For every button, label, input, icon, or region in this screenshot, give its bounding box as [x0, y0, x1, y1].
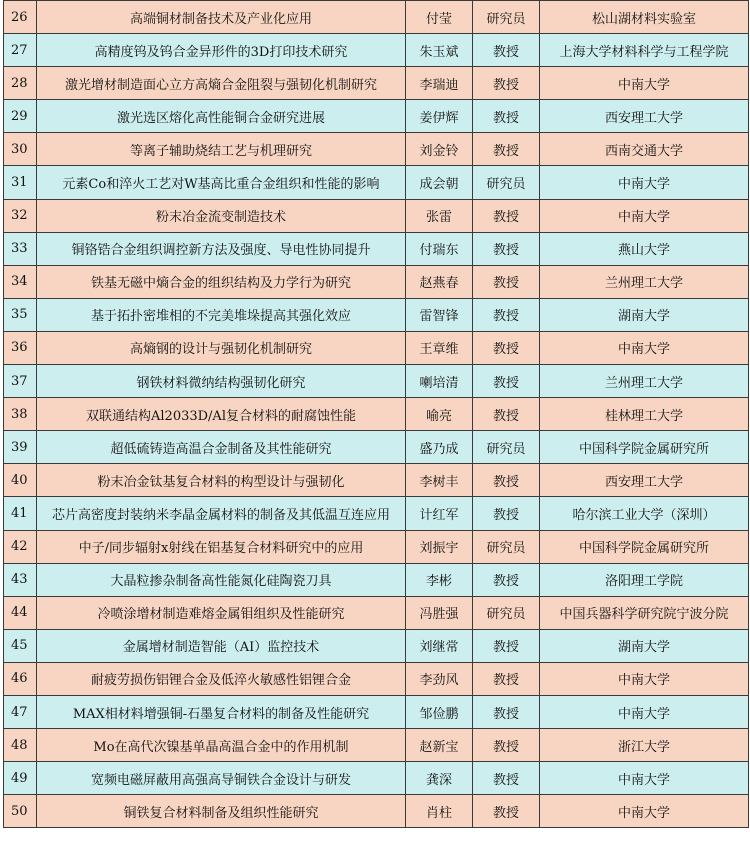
- speaker-name: 盛乃成: [406, 431, 473, 464]
- report-topic: 高端铜材制备技术及产业化应用: [37, 1, 406, 34]
- speaker-name: 刘金铃: [406, 133, 473, 166]
- speaker-name: 李劲风: [406, 662, 473, 695]
- speaker-title: 教授: [473, 398, 540, 431]
- speaker-title: 教授: [473, 795, 540, 828]
- speaker-organization: 中南大学: [540, 695, 749, 728]
- speaker-title: 教授: [473, 232, 540, 265]
- speaker-organization: 西安理工大学: [540, 100, 749, 133]
- speaker-organization: 兰州理工大学: [540, 365, 749, 398]
- speaker-name: 李彬: [406, 563, 473, 596]
- speaker-title: 教授: [473, 34, 540, 67]
- report-topic: 高精度钨及钨合金异形件的3D打印技术研究: [37, 34, 406, 67]
- speaker-name: 龚深: [406, 762, 473, 795]
- table-row: [4, 563, 749, 596]
- speaker-name: 肖柱: [406, 795, 473, 828]
- table-row: [4, 265, 749, 298]
- speaker-organization: 中南大学: [540, 331, 749, 364]
- speaker-organization: 西安理工大学: [540, 464, 749, 497]
- speaker-name: 赵燕春: [406, 265, 473, 298]
- speaker-name: 付莹: [406, 1, 473, 34]
- speaker-name: 朱玉斌: [406, 34, 473, 67]
- speaker-title: 教授: [473, 67, 540, 100]
- report-topic: 铁基无磁中熵合金的组织结构及力学行为研究: [37, 265, 406, 298]
- speaker-name: 成会朝: [406, 166, 473, 199]
- speaker-title: 研究员: [473, 166, 540, 199]
- speaker-title: 教授: [473, 662, 540, 695]
- speaker-name: 赵新宝: [406, 729, 473, 762]
- report-topic: 金属增材制造智能（AI）监控技术: [37, 629, 406, 662]
- speaker-organization: 上海大学材料科学与工程学院: [540, 34, 749, 67]
- row-number: 46: [4, 662, 37, 695]
- speaker-title: 教授: [473, 265, 540, 298]
- speaker-title: 研究员: [473, 530, 540, 563]
- report-topic: 高熵钢的设计与强韧化机制研究: [37, 331, 406, 364]
- speaker-organization: 西南交通大学: [540, 133, 749, 166]
- speaker-organization: 洛阳理工学院: [540, 563, 749, 596]
- report-topic: 超低硫铸造高温合金制备及其性能研究: [37, 431, 406, 464]
- row-number: 41: [4, 497, 37, 530]
- row-number: 31: [4, 166, 37, 199]
- speaker-table: [3, 0, 749, 828]
- speaker-name: 刘振宇: [406, 530, 473, 563]
- table-row: [4, 298, 749, 331]
- speaker-organization: 燕山大学: [540, 232, 749, 265]
- speaker-title: 研究员: [473, 596, 540, 629]
- speaker-organization: 中南大学: [540, 199, 749, 232]
- speaker-title: 教授: [473, 133, 540, 166]
- speaker-organization: 中国兵器科学研究院宁波分院: [540, 596, 749, 629]
- table-row: [4, 662, 749, 695]
- speaker-name: 喇培清: [406, 365, 473, 398]
- speaker-organization: 松山湖材料实验室: [540, 1, 749, 34]
- speaker-organization: 中南大学: [540, 67, 749, 100]
- speaker-title: 教授: [473, 563, 540, 596]
- report-topic: 大晶粒掺杂制备高性能氮化硅陶瓷刀具: [37, 563, 406, 596]
- speaker-name: 付瑞东: [406, 232, 473, 265]
- table-row: [4, 133, 749, 166]
- speaker-name: 李树丰: [406, 464, 473, 497]
- table-row: [4, 1, 749, 34]
- speaker-title: 教授: [473, 100, 540, 133]
- speaker-table-body: [4, 1, 749, 828]
- row-number: 49: [4, 762, 37, 795]
- row-number: 37: [4, 365, 37, 398]
- speaker-organization: 中南大学: [540, 662, 749, 695]
- speaker-organization: 浙江大学: [540, 729, 749, 762]
- speaker-organization: 中国科学院金属研究所: [540, 530, 749, 563]
- report-topic: Mo在高代次镍基单晶高温合金中的作用机制: [37, 729, 406, 762]
- report-topic: 芯片高密度封装纳米李晶金属材料的制备及其低温互连应用: [37, 497, 406, 530]
- speaker-title: 教授: [473, 695, 540, 728]
- speaker-table-container: [3, 0, 748, 828]
- table-row: [4, 795, 749, 828]
- row-number: 44: [4, 596, 37, 629]
- row-number: 34: [4, 265, 37, 298]
- speaker-title: 教授: [473, 762, 540, 795]
- row-number: 33: [4, 232, 37, 265]
- speaker-organization: 中南大学: [540, 795, 749, 828]
- row-number: 28: [4, 67, 37, 100]
- row-number: 29: [4, 100, 37, 133]
- row-number: 43: [4, 563, 37, 596]
- speaker-title: 教授: [473, 464, 540, 497]
- speaker-title: 教授: [473, 298, 540, 331]
- report-topic: 激光增材制造面心立方高熵合金阻裂与强韧化机制研究: [37, 67, 406, 100]
- report-topic: 激光选区熔化高性能铜合金研究进展: [37, 100, 406, 133]
- speaker-name: 姜伊辉: [406, 100, 473, 133]
- table-row: [4, 365, 749, 398]
- speaker-title: 研究员: [473, 1, 540, 34]
- report-topic: 铜铁复合材料制备及组织性能研究: [37, 795, 406, 828]
- row-number: 48: [4, 729, 37, 762]
- table-row: [4, 464, 749, 497]
- speaker-name: 刘继常: [406, 629, 473, 662]
- row-number: 42: [4, 530, 37, 563]
- report-topic: 中子/同步辐射x射线在铝基复合材料研究中的应用: [37, 530, 406, 563]
- speaker-name: 雷智锋: [406, 298, 473, 331]
- report-topic: 基于拓扑密堆相的不完美堆垛提高其强化效应: [37, 298, 406, 331]
- row-number: 47: [4, 695, 37, 728]
- row-number: 40: [4, 464, 37, 497]
- speaker-name: 冯胜强: [406, 596, 473, 629]
- table-row: [4, 530, 749, 563]
- row-number: 27: [4, 34, 37, 67]
- report-topic: 冷喷涂增材制造难熔金属钼组织及性能研究: [37, 596, 406, 629]
- speaker-name: 张雷: [406, 199, 473, 232]
- speaker-title: 教授: [473, 729, 540, 762]
- speaker-organization: 中南大学: [540, 166, 749, 199]
- speaker-title: 教授: [473, 497, 540, 530]
- report-topic: 双联通结构Al2033D/Al复合材料的耐腐蚀性能: [37, 398, 406, 431]
- speaker-name: 计红军: [406, 497, 473, 530]
- report-topic: MAX相材料增强铜-石墨复合材料的制备及性能研究: [37, 695, 406, 728]
- speaker-organization: 湖南大学: [540, 629, 749, 662]
- table-row: [4, 67, 749, 100]
- table-row: [4, 729, 749, 762]
- table-row: [4, 100, 749, 133]
- report-topic: 粉末冶金钛基复合材料的构型设计与强韧化: [37, 464, 406, 497]
- table-row: [4, 232, 749, 265]
- report-topic: 宽频电磁屏蔽用高强高导铜铁合金设计与研发: [37, 762, 406, 795]
- speaker-name: 王章维: [406, 331, 473, 364]
- table-row: [4, 497, 749, 530]
- table-row: [4, 596, 749, 629]
- table-row: [4, 431, 749, 464]
- speaker-organization: 哈尔滨工业大学（深圳）: [540, 497, 749, 530]
- speaker-title: 教授: [473, 199, 540, 232]
- speaker-title: 教授: [473, 629, 540, 662]
- row-number: 38: [4, 398, 37, 431]
- table-row: [4, 34, 749, 67]
- table-row: [4, 398, 749, 431]
- row-number: 39: [4, 431, 37, 464]
- speaker-organization: 兰州理工大学: [540, 265, 749, 298]
- table-row: [4, 762, 749, 795]
- row-number: 35: [4, 298, 37, 331]
- speaker-title: 教授: [473, 331, 540, 364]
- row-number: 32: [4, 199, 37, 232]
- speaker-organization: 桂林理工大学: [540, 398, 749, 431]
- table-row: [4, 166, 749, 199]
- speaker-title: 研究员: [473, 431, 540, 464]
- row-number: 45: [4, 629, 37, 662]
- row-number: 30: [4, 133, 37, 166]
- speaker-title: 教授: [473, 365, 540, 398]
- table-row: [4, 331, 749, 364]
- table-row: [4, 629, 749, 662]
- report-topic: 等离子辅助烧结工艺与机理研究: [37, 133, 406, 166]
- row-number: 50: [4, 795, 37, 828]
- speaker-name: 邹俭鹏: [406, 695, 473, 728]
- speaker-name: 李瑞迪: [406, 67, 473, 100]
- report-topic: 粉末冶金流变制造技术: [37, 199, 406, 232]
- row-number: 26: [4, 1, 37, 34]
- speaker-name: 喻亮: [406, 398, 473, 431]
- row-number: 36: [4, 331, 37, 364]
- report-topic: 元素Co和淬火工艺对W基高比重合金组织和性能的影响: [37, 166, 406, 199]
- table-row: [4, 199, 749, 232]
- speaker-organization: 湖南大学: [540, 298, 749, 331]
- table-row: [4, 695, 749, 728]
- report-topic: 钢铁材料微纳结构强韧化研究: [37, 365, 406, 398]
- speaker-organization: 中国科学院金属研究所: [540, 431, 749, 464]
- report-topic: 铜铬锆合金组织调控新方法及强度、导电性协同提升: [37, 232, 406, 265]
- speaker-organization: 中南大学: [540, 762, 749, 795]
- report-topic: 耐疲劳损伤铝锂合金及低淬火敏感性铝锂合金: [37, 662, 406, 695]
